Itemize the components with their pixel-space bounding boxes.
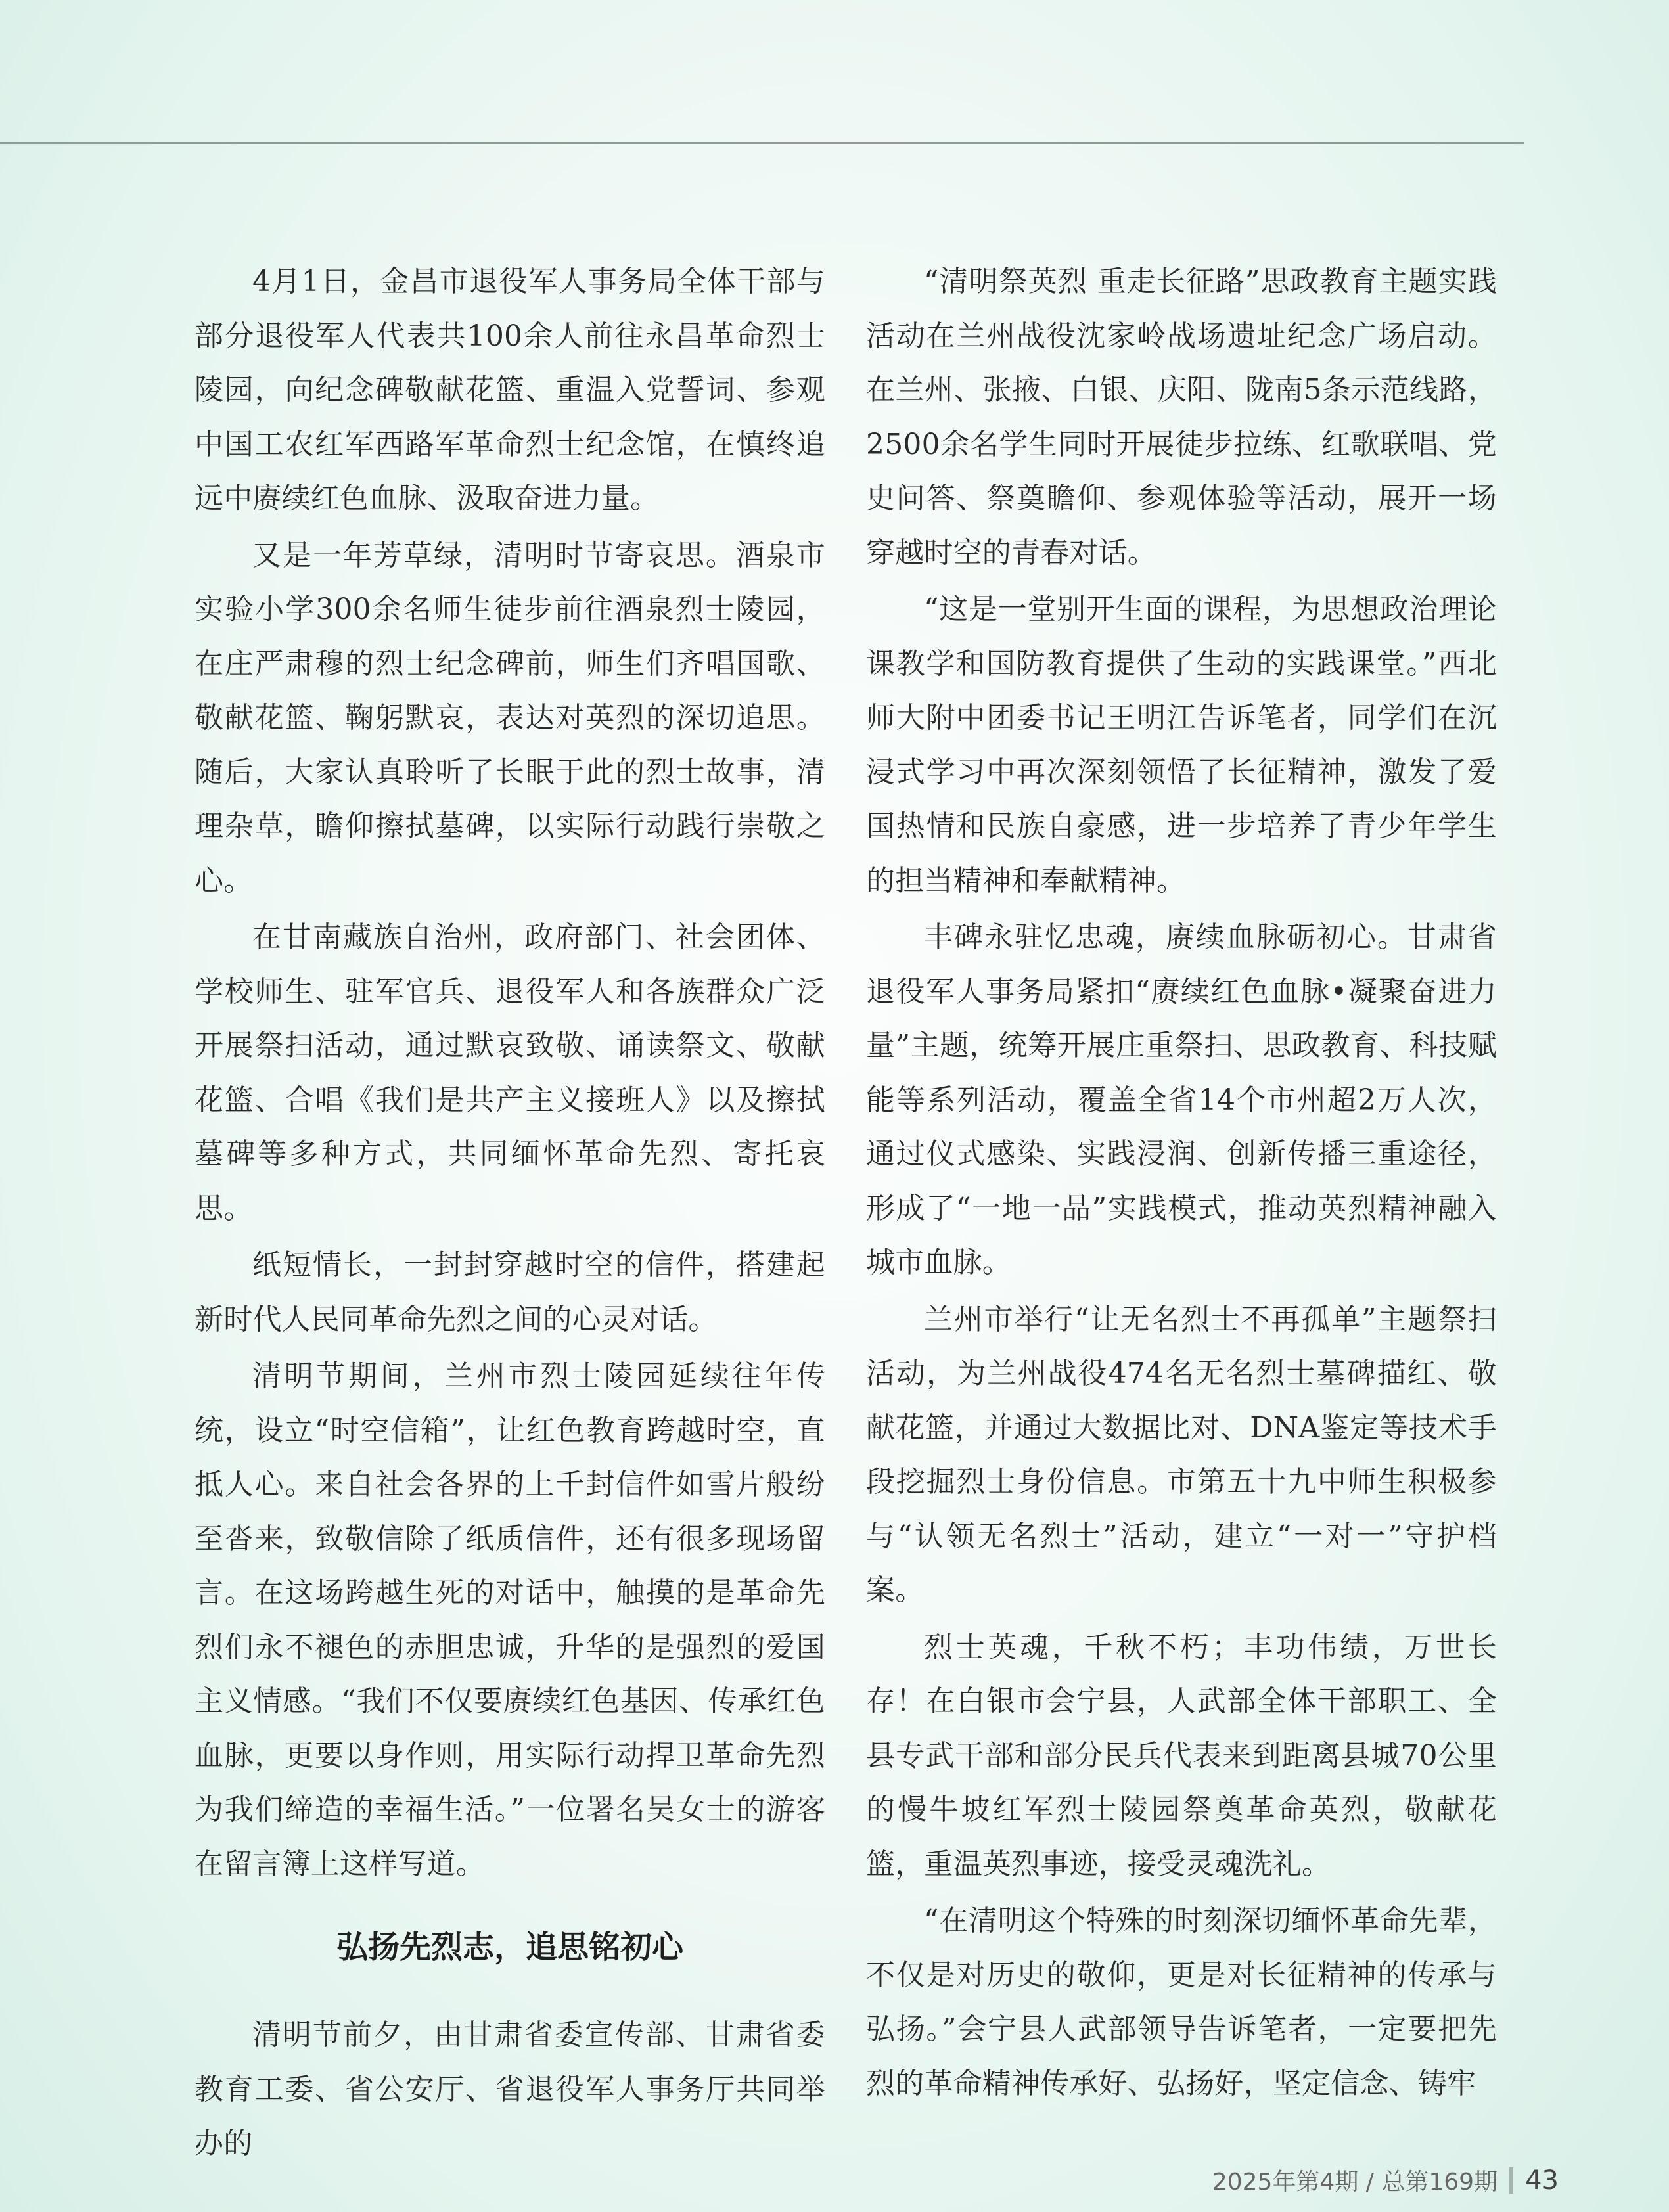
page-number: 43 [1525,2165,1559,2196]
paragraph-letters-intro: 纸短情长，一封封穿越时空的信件，搭建起新时代人民同革命先烈之间的心灵对话。 [194,1248,825,1336]
paragraph-long-march-activity: “清明祭英烈 重走长征路”思政教育主题实践活动在兰州战役沈家岭战场遗址纪念广场启动。在兰州、张掖、白银、庆阳、陇南5条示范线路，2500余名学生同时开展徒步拉练、红歌联唱、党史问答、祭奠瞻仰、参观体验等活动，展开一场穿越时空的青春对话。 [866,265,1497,570]
paragraph-qingming-eve: 清明节前夕，由甘肃省委宣传部、甘肃省委教育工委、省公安厅、省退役军人事务厅共同举办的 [194,2018,825,2160]
paragraph-gannan: 在甘南藏族自治州，政府部门、社会团体、学校师生、驻军官兵、退役军人和各族群众广泛开展祭扫活动，通过默哀致敬、诵读祭文、敬献花篮、合唱《我们是共产主义接班人》以及擦拭墓碑等多种方式，共同缅怀革命先烈、寄托哀思。 [194,920,825,1225]
paragraph-huining-quote: “在清明这个特殊的时刻深切缅怀革命先辈，不仅是对历史的敬仰，更是对长征精神的传承与弘扬。”会宁县人武部领导告诉笔者，一定要把先烈的革命精神传承好、弘扬好，坚定信念、铸牢 [866,1904,1497,2100]
paragraph-jiuquan: 又是一年芳草绿，清明时节寄哀思。酒泉市实验小学300余名师生徒步前往酒泉烈士陵园，在庄严肃穆的烈士纪念碑前，师生们齐唱国歌、敬献花篮、鞠躬默哀，表达对英烈的深切追思。随后，大家认真聆听了长眠于此的烈士故事，清理杂草，瞻仰擦拭墓碑，以实际行动践行崇敬之心。 [194,538,825,897]
section-heading: 弘扬先烈志，追思铭初心 [336,1929,683,1966]
paragraph-jinchang: 4月1日，金昌市退役军人事务局全体干部与部分退役军人代表共100余人前往永昌革命烈士陵园，向纪念碑敬献花篮、重温入党誓词、参观中国工农红军西路军革命烈士纪念馆，在慎终追远中赓续红色血脉、汲取奋进力量。 [194,265,825,515]
paragraph-provincial-bureau: 丰碑永驻忆忠魂，赓续血脉砺初心。甘肃省退役军人事务局紧扣“赓续红色血脉•凝聚奋进力量”主题，统筹开展庄重祭扫、思政教育、科技赋能等系列活动，覆盖全省14个市州超2万人次，通过仪式感染、实践浸润、创新传播三重途径，形成了“一地一品”实践模式，推动英烈精神融入城市血脉。 [866,920,1497,1279]
right-column [866,255,1497,2111]
left-column [194,255,825,2171]
issue-label: 2025年第4期 / 总第169期 [1212,2169,1498,2196]
paragraph-lanzhou-mailbox: 清明节期间，兰州市烈士陵园延续往年传统，设立“时空信箱”，让红色教育跨越时空，直抵人心。来自社会各界的上千封信件如雪片般纷至沓来，致敬信除了纸质信件，还有很多现场留言。在这场跨越生死的对话中，触摸的是革命先烈们永不褪色的赤胆忠诚，升华的是强烈的爱国主义情感。“我们不仅要赓续红色基因、传承红色血脉，更要以身作则，用实际行动捍卫革命先烈为我们缔造的幸福生活。”一位署名吴女士的游客在留言簿上这样写道。 [194,1359,825,1881]
header-rule [0,142,1524,144]
page-footer [1212,2163,1559,2197]
paragraph-huining: 烈士英魂，千秋不朽；丰功伟绩，万世长存！在白银市会宁县，人武部全体干部职工、全县专武干部和部分民兵代表来到距离县城70公里的慢牛坡红军烈士陵园祭奠革命英烈，敬献花篮，重温英烈事迹，接受灵魂洗礼。 [866,1630,1497,1881]
paragraph-unnamed-martyrs: 兰州市举行“让无名烈士不再孤单”主题祭扫活动，为兰州战役474名无名烈士墓碑描红、敬献花篮，并通过大数据比对、DNA鉴定等技术手段挖掘烈士身份信息。市第五十九中师生积极参与“认领无名烈士”活动，建立“一对一”守护档案。 [866,1302,1497,1607]
footer-divider [1509,2167,1513,2194]
paragraph-teacher-quote: “这是一堂别开生面的课程，为思想政治理论课教学和国防教育提供了生动的实践课堂。”西北师大附中团委书记王明江告诉笔者，同学们在沉浸式学习中再次深刻领悟了长征精神，激发了爱国热情和民族自豪感，进一步培养了青少年学生的担当精神和奉献精神。 [866,593,1497,897]
